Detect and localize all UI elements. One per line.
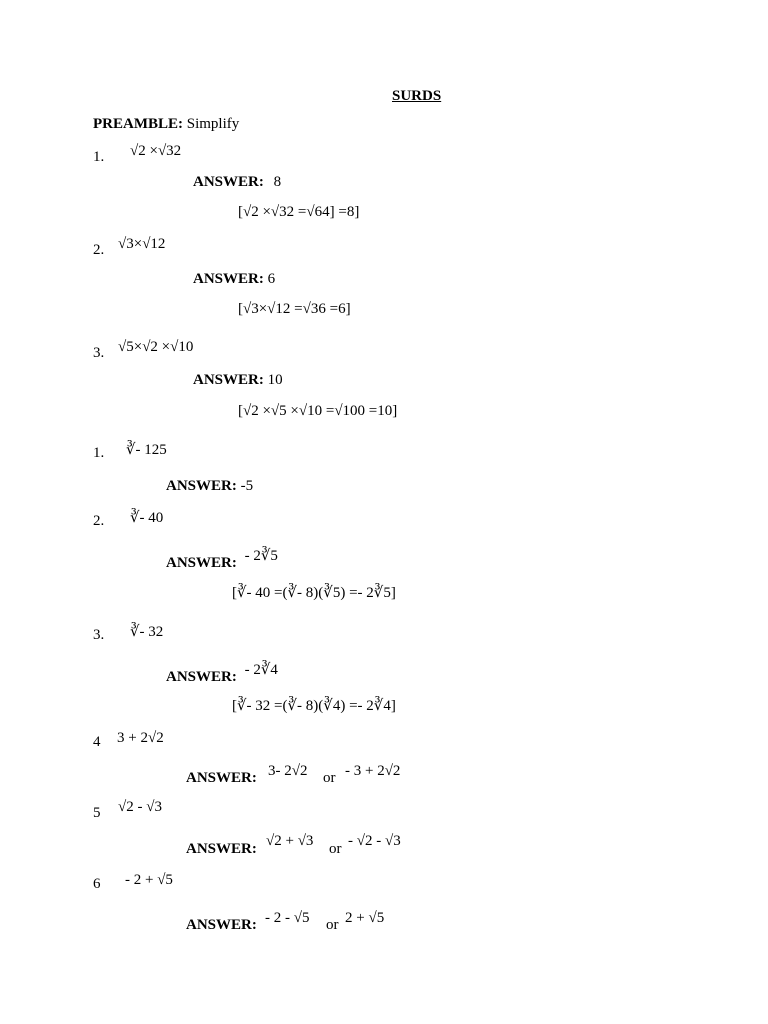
answer — [166, 478, 253, 495]
question-number: 6 — [93, 876, 101, 892]
question-number: 3. — [93, 627, 105, 643]
working: [√3×√12 =√36 =6] — [238, 301, 351, 317]
question-expression: 3 + 2√2 — [117, 730, 164, 746]
answer-value: - 2∛5 — [244, 548, 278, 564]
question-number: 1. — [93, 149, 105, 165]
answer-label: ANSWER: — [186, 917, 257, 933]
answer-value: 10 — [267, 372, 283, 388]
answer-label: ANSWER: — [166, 669, 237, 685]
answer-alternative: - 3 + 2√2 — [345, 763, 401, 779]
question-expression: ∛- 32 — [130, 624, 164, 640]
or-separator: or — [326, 917, 339, 933]
answer-alternative: - √2 - √3 — [348, 833, 401, 849]
answer — [193, 174, 281, 191]
or-separator: or — [323, 770, 336, 786]
answer-value: - 2 - √5 — [265, 910, 310, 926]
answer-label: ANSWER: — [193, 372, 264, 388]
question-number: 4 — [93, 734, 101, 750]
question-expression: ∛- 125 — [126, 442, 167, 458]
answer-label: ANSWER: — [166, 478, 237, 494]
question-expression: ∛- 40 — [130, 510, 164, 526]
answer — [166, 546, 278, 571]
question-expression: √5×√2 ×√10 — [118, 339, 194, 355]
answer-label: ANSWER: — [186, 841, 257, 857]
page-title: SURDS — [392, 88, 442, 104]
answer — [166, 660, 278, 685]
answer-value: √2 + √3 — [266, 833, 314, 849]
preamble-label: PREAMBLE: — [93, 116, 183, 132]
question-expression: √2 ×√32 — [130, 143, 182, 159]
question-number: 2. — [93, 513, 105, 529]
working: [√2 ×√5 ×√10 =√100 =10] — [238, 403, 398, 419]
answer — [193, 372, 283, 389]
answer-label: ANSWER: — [193, 271, 264, 287]
answer — [193, 271, 275, 288]
answer-value: - 2∛4 — [244, 662, 278, 678]
working: [∛- 40 =(∛- 8)(∛5) =- 2∛5] — [232, 585, 396, 601]
answer — [186, 917, 257, 934]
answer-value: -5 — [240, 478, 254, 494]
question-expression: √3×√12 — [118, 236, 166, 252]
answer-value: 6 — [267, 271, 276, 287]
question-number: 2. — [93, 242, 105, 258]
answer-label: ANSWER: — [193, 174, 264, 190]
question-expression: √2 - √3 — [118, 799, 162, 815]
question-number: 5 — [93, 805, 101, 821]
question-number: 1. — [93, 445, 105, 461]
answer-alternative: 2 + √5 — [345, 910, 385, 926]
working: [√2 ×√32 =√64] =8] — [238, 204, 360, 220]
answer — [186, 770, 257, 787]
preamble-text: Simplify — [186, 116, 240, 132]
or-separator: or — [329, 841, 342, 857]
question-number: 3. — [93, 345, 105, 361]
answer-value: 8 — [273, 174, 282, 190]
answer-value: 3- 2√2 — [268, 763, 308, 779]
preamble — [93, 116, 239, 133]
question-expression: - 2 + √5 — [125, 872, 173, 888]
working: [∛- 32 =(∛- 8)(∛4) =- 2∛4] — [232, 698, 396, 714]
answer — [186, 841, 257, 858]
answer-label: ANSWER: — [186, 770, 257, 786]
answer-label: ANSWER: — [166, 555, 237, 571]
